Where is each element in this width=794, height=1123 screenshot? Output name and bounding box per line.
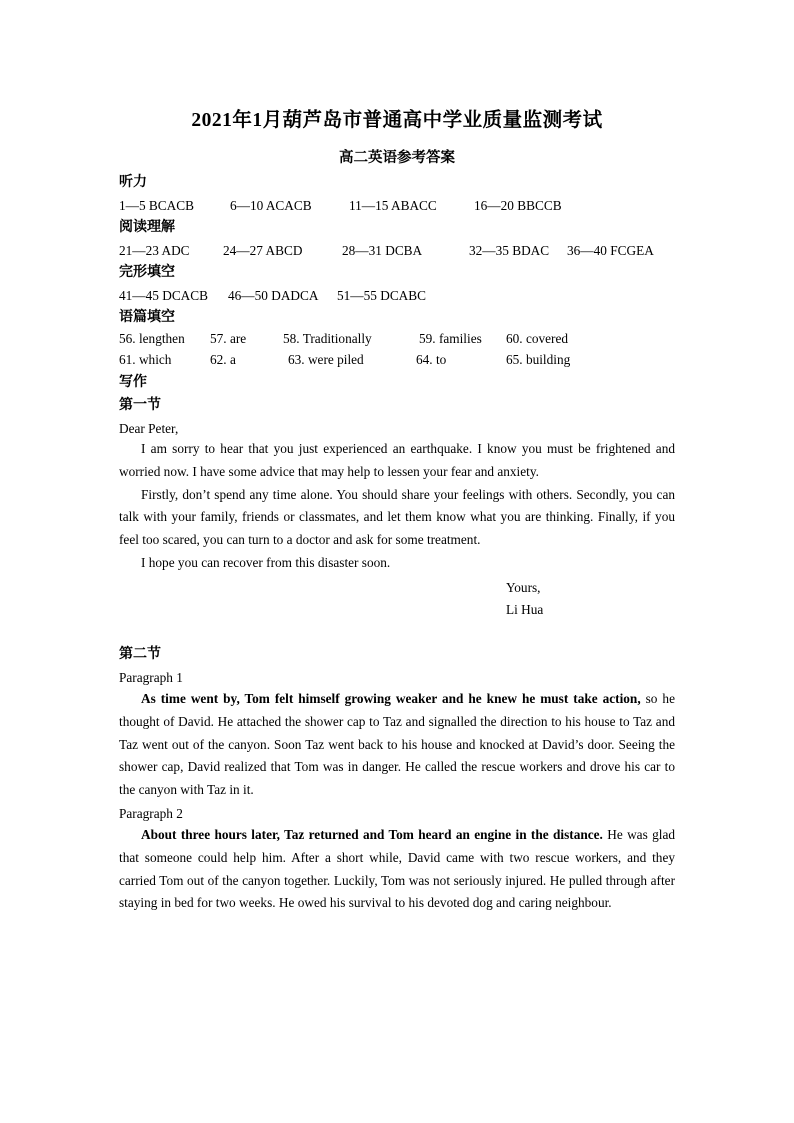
- reading-answer: 24—27 ABCD: [223, 243, 303, 258]
- grammar-fill-answer: 65. building: [506, 352, 571, 367]
- letter-paragraph: I hope you can recover from this disaster soon.: [141, 554, 391, 570]
- grammar-fill-answer: 63. were piled: [288, 352, 364, 367]
- continuation-paragraph-1: [119, 688, 675, 802]
- listening-answer: 1—5 BCACB: [119, 198, 194, 213]
- reading-answer: 28—31 DCBA: [342, 243, 423, 258]
- letter-paragraph: Firstly, don’t spend any time alone. You should share your feelings with others. Secondly, you can talk with your family, friends or classmates, and let them know what you are thinking. Finally, if you feel too scared, you can turn to a doctor and ask for some treatment.: [119, 486, 675, 548]
- letter-paragraph: I am sorry to hear that you just experienced an earthquake. I know you must be frightened and worried now. I have some advice that may help to lessen your fear and anxiety.: [119, 441, 675, 479]
- grammar-fill-answer: 62. a: [210, 352, 236, 367]
- writing-section1-heading: 第一节: [119, 398, 161, 413]
- listening-answer: 6—10 ACACB: [230, 198, 312, 213]
- paragraph-lead-sentence: About three hours later, Taz returned and Tom heard an engine in the distance.: [141, 827, 603, 842]
- letter-closing: Yours,: [506, 580, 541, 595]
- paragraph-1-label: Paragraph 1: [119, 670, 183, 685]
- continuation-paragraph-2: [119, 824, 675, 915]
- cloze-answer: 51—55 DCABC: [337, 288, 427, 303]
- listening-heading: 听力: [119, 175, 147, 190]
- listening-answer: 11—15 ABACC: [349, 198, 437, 213]
- page-title: 2021年1月葫芦岛市普通高中学业质量监测考试: [191, 110, 603, 131]
- grammar-fill-heading: 语篇填空: [119, 310, 175, 325]
- grammar-fill-answer: 61. which: [119, 352, 172, 367]
- reading-answer: 36—40 FCGEA: [567, 243, 654, 258]
- grammar-fill-answer: 59. families: [419, 331, 482, 346]
- paragraph-body: He was glad that someone could help him. After a short while, David came with two rescue workers, and they carried Tom out of the canyon together. Luckily, Tom was not seriously injured. He pulled through after staying in bed for two weeks. He owed his survival to his devoted dog and caring neighbour.: [119, 827, 675, 911]
- page-subtitle: 高二英语参考答案: [339, 150, 455, 166]
- letter-signature: Li Hua: [506, 602, 544, 617]
- grammar-fill-answer: 64. to: [416, 352, 447, 367]
- cloze-heading: 完形填空: [119, 265, 175, 280]
- paragraph-body: so he thought of David. He attached the shower cap to Taz and signalled the direction to his house to Taz and Taz went out of the canyon. Soon Taz went back to his house and knocked at David’s door. Seeing the shower cap, David realized that Tom was in danger. He called the rescue workers and drove his car to the canyon with Taz in it.: [119, 691, 675, 798]
- reading-answer: 32—35 BDAC: [469, 243, 550, 258]
- listening-answer: 16—20 BBCCB: [474, 198, 562, 213]
- writing-heading: 写作: [119, 375, 147, 390]
- grammar-fill-answer: 58. Traditionally: [283, 331, 372, 346]
- paragraph-lead-sentence: As time went by, Tom felt himself growing weaker and he knew he must take action,: [141, 691, 641, 706]
- grammar-fill-answer: 56. lengthen: [119, 331, 185, 346]
- reading-answer: 21—23 ADC: [119, 243, 190, 258]
- letter-salutation: Dear Peter,: [119, 421, 179, 436]
- grammar-fill-answer: 57. are: [210, 331, 247, 346]
- cloze-answer: 41—45 DCACB: [119, 288, 209, 303]
- reading-heading: 阅读理解: [119, 220, 175, 235]
- paragraph-2-label: Paragraph 2: [119, 806, 183, 821]
- cloze-answer: 46—50 DADCA: [228, 288, 319, 303]
- grammar-fill-answer: 60. covered: [506, 331, 569, 346]
- writing-section2-heading: 第二节: [119, 647, 161, 662]
- letter-body: [119, 438, 675, 575]
